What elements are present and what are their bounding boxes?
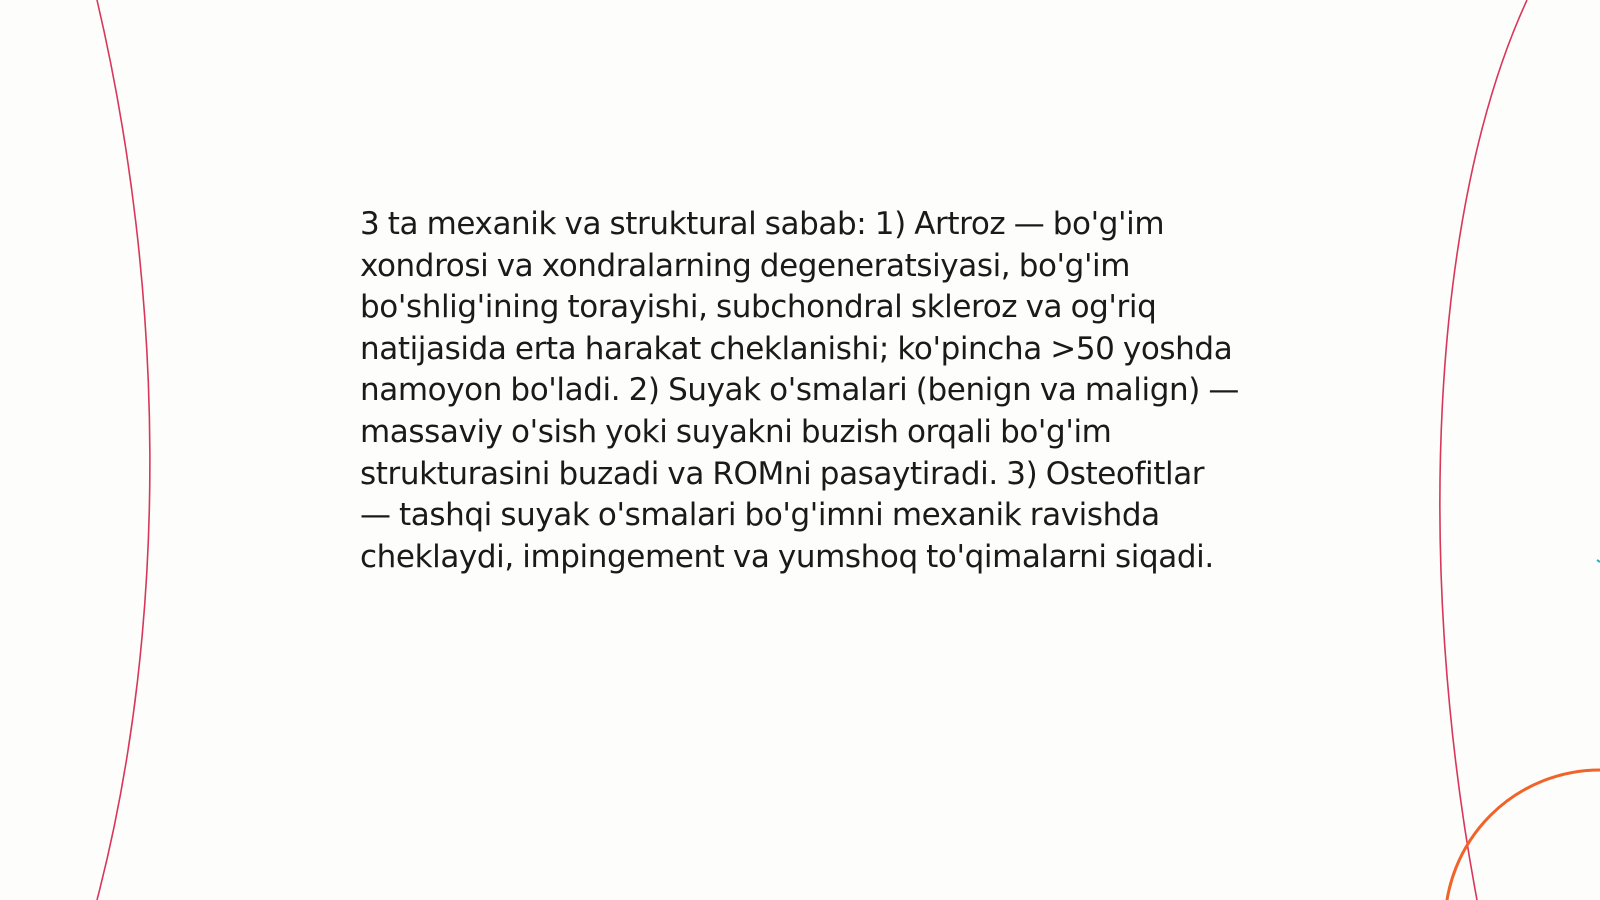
- body-text: 3 ta mexanik va struktural sabab: 1) Artroz — bo'g'im xondrosi va xondralarning degeneratsiyasi, bo'g'im bo'shlig'ining torayishi, subchondral skleroz va og'riq natijasida erta harakat cheklanishi; ko'pincha >50 yoshda namoyon bo'ladi. 2) Suyak o'smalari (benign va malign) — massaviy o'sish yoki suyakni buzish orqali bo'g'im strukturasini buzadi va ROMni pasaytiradi. 3) Osteofitlar — tashqi suyak o'smalari bo'g'imni mexanik ravishda cheklaydi, impingement va yumshoq to'qimalarni siqadi.: [360, 206, 1239, 575]
- right-curve-line: [1440, 0, 1527, 900]
- left-curve-line: [97, 0, 150, 900]
- corner-orange-arc: [1445, 770, 1600, 900]
